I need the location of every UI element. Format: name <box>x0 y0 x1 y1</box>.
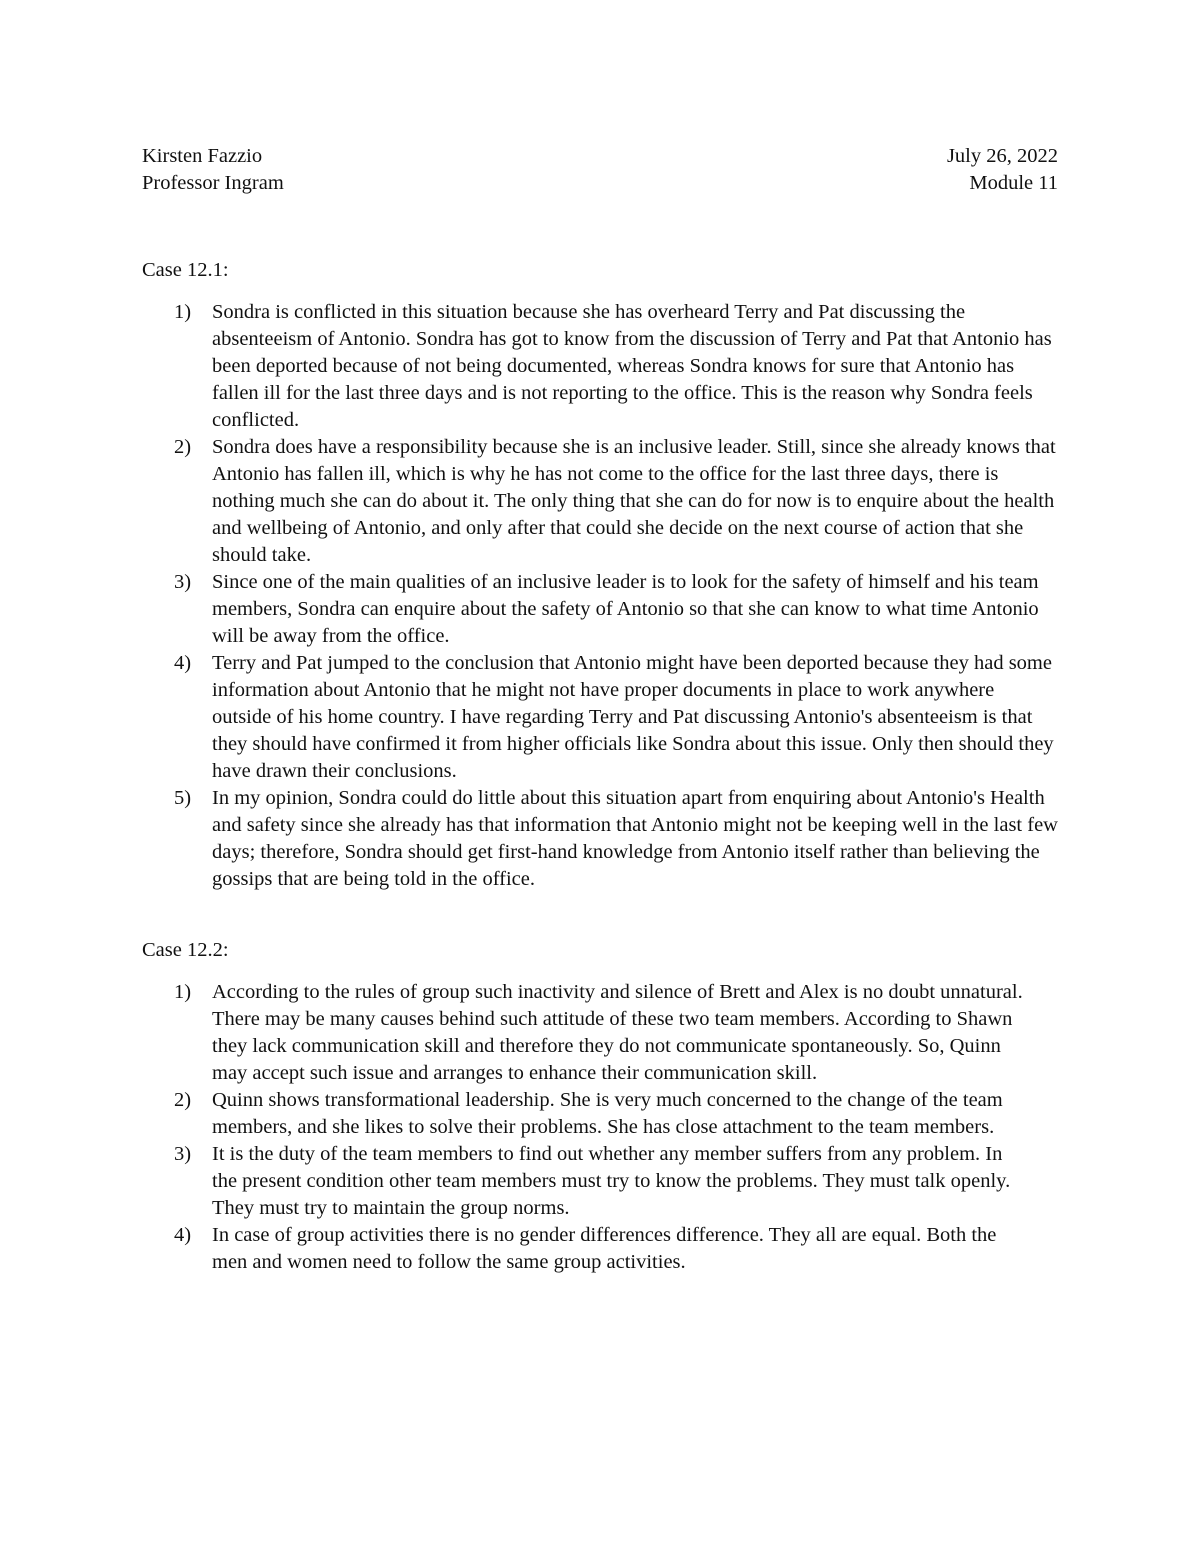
case-2-title: Case 12.2: <box>142 939 229 961</box>
document-date: July 26, 2022 <box>946 145 1058 167</box>
list-item-text: Terry and Pat jumped to the conclusion that Antonio might have been deported because they had some information about Antonio that he might not have proper documents in place to work anywhere outside of his home country. I have regarding Terry and Pat discussing Antonio's absenteeism is that they should have confirmed it from higher officials like Sondra about this issue. Only then should they have drawn their conclusions. <box>212 652 1054 782</box>
list-item-text: Quinn shows transformational leadership. She is very much concerned to the change of the team members, and she likes to solve their problems. She has close attachment to the team members. <box>212 1089 1003 1138</box>
header-row-2 <box>142 170 1058 197</box>
list-item <box>142 1141 1032 1222</box>
list-item-number: 1) <box>174 301 192 323</box>
list-item <box>142 979 1032 1087</box>
list-item-text: Sondra does have a responsibility because she is an inclusive leader. Still, since she already knows that Antonio has fallen ill, which is why he has not come to the office for the last three days, there is nothing much she can do about it. The only thing that she can do for now is to enquire about the health and wellbeing of Antonio, and only after that could she decide on the next course of action that she should take. <box>212 436 1056 566</box>
list-item <box>142 785 1058 893</box>
list-item-text: In my opinion, Sondra could do little about this situation apart from enquiring about Antonio's Health and safety since she already has that information that Antonio might not be keeping well in the last few days; therefore, Sondra should get first-hand knowledge from Antonio itself rather than believing the gossips that are being told in the office. <box>212 787 1058 890</box>
case-2-answers <box>142 979 1062 1276</box>
list-item-text: According to the rules of group such inactivity and silence of Brett and Alex is no doubt unnatural. There may be many causes behind such attitude of these two team members. According to Shawn they lack communication skill and therefore they do not communicate spontaneously. So, Quinn may accept such issue and arranges to enhance their communication skill. <box>212 981 1023 1084</box>
list-item-text: Sondra is conflicted in this situation because she has overheard Terry and Pat discussing the absenteeism of Antonio. Sondra has got to know from the discussion of Terry and Pat that Antonio has been deported because of not being documented, whereas Sondra knows for sure that Antonio has fallen ill for the last three days and is not reporting to the office. This is the reason why Sondra feels conflicted. <box>212 301 1052 431</box>
document-header <box>142 143 1058 197</box>
list-item-number: 5) <box>174 787 192 809</box>
list-item-number: 2) <box>174 1089 192 1111</box>
list-item-number: 2) <box>174 436 192 458</box>
header-row-1 <box>142 143 1058 170</box>
case-1-answers <box>142 299 1062 893</box>
list-item-text: In case of group activities there is no gender differences difference. They all are equal. Both the men and women need to follow the same group activities. <box>212 1224 997 1273</box>
list-item <box>142 1087 1032 1141</box>
author-name: Kirsten Fazzio <box>142 145 263 167</box>
list-item-text: It is the duty of the team members to find out whether any member suffers from any problem. In the present condition other team members must try to know the problems. They must talk openly. They must try to maintain the group norms. <box>212 1143 1011 1219</box>
list-item-number: 4) <box>174 652 192 674</box>
list-item-number: 3) <box>174 571 192 593</box>
list-item <box>142 434 1058 569</box>
list-item-number: 1) <box>174 981 192 1003</box>
list-item <box>142 1222 1032 1276</box>
list-item <box>142 569 1058 650</box>
professor-name: Professor Ingram <box>142 172 284 194</box>
module-label: Module 11 <box>969 172 1058 194</box>
list-item-text: Since one of the main qualities of an inclusive leader is to look for the safety of himself and his team members, Sondra can enquire about the safety of Antonio so that she can know to what time Antonio will be away from the office. <box>212 571 1039 647</box>
case-1-title: Case 12.1: <box>142 259 229 281</box>
list-item-number: 3) <box>174 1143 192 1165</box>
list-item <box>142 299 1058 434</box>
list-item-number: 4) <box>174 1224 192 1246</box>
list-item <box>142 650 1058 785</box>
